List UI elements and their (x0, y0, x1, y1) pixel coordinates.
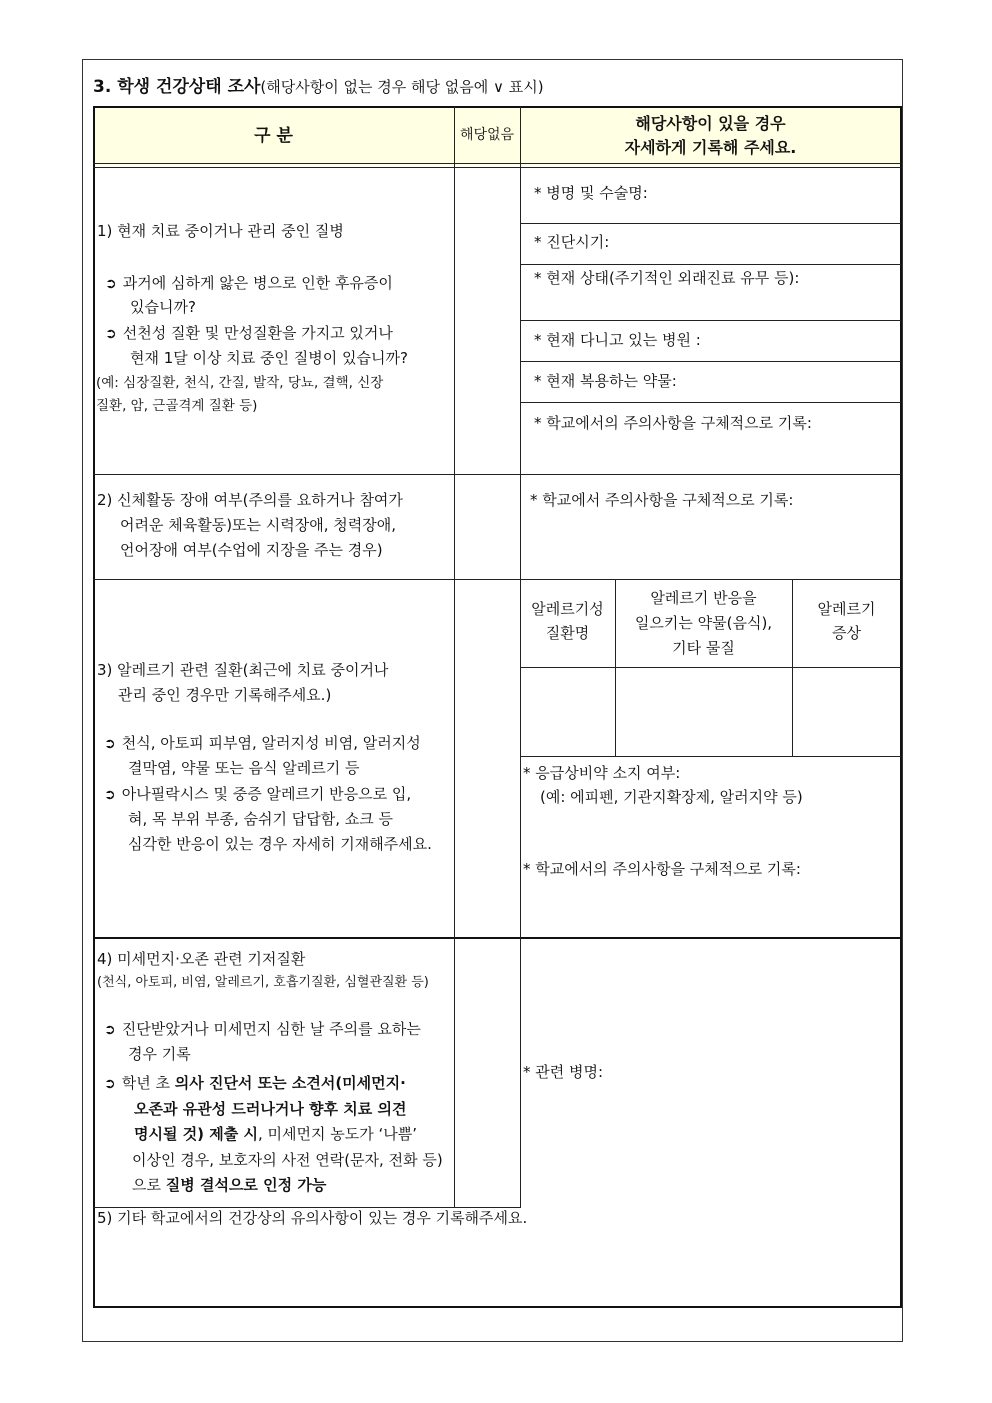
row4-bullet2-line5 (132, 1176, 326, 1195)
field-current-hospital[interactable]: * 현재 다니고 있는 병원 : (534, 331, 701, 349)
row4-bullet2-line3 (134, 1125, 417, 1144)
row3-bullet1-line2: 결막염, 약물 또는 음식 알레르기 등 (128, 759, 360, 777)
row3-bullet2-line2: 혀, 목 부위 부종, 숨쉬기 답답함, 쇼크 등 (128, 810, 394, 828)
row4-bullet2-bold1: 의사 진단서 또는 소견서(미세먼지· (174, 1074, 406, 1092)
allergy-col2-line3: 기타 물질 (672, 639, 735, 657)
row4-bullet2-after3: , 미세먼지 농도가 ‘나쁨’ (257, 1125, 417, 1143)
arrow-bullet-icon: ➲ (104, 1022, 116, 1038)
row1-field-line-5 (520, 402, 901, 403)
allergy-col3-line1: 알레르기 (817, 600, 876, 618)
row3-line2: 관리 중인 경우만 기록해주세요.) (118, 686, 332, 704)
arrow-bullet-icon: ➲ (104, 787, 116, 803)
field-school-caution-3[interactable]: * 학교에서의 주의사항을 구체적으로 기록: (523, 860, 801, 878)
allergy-body-line (520, 756, 901, 757)
header-details-line2: 자세하게 기록해 주세요. (624, 138, 797, 157)
row1-bottom-line (93, 474, 901, 475)
allergy-col2-line1: 알레르기 반응을 (650, 589, 757, 607)
row3-line1: 3) 알레르기 관련 질환(최근에 치료 중이거나 (97, 661, 389, 679)
row4-subtitle: (천식, 아토피, 비염, 알레르기, 호흡기질환, 심혈관질환 등) (97, 975, 429, 990)
allergy-disease-input[interactable] (521, 668, 614, 755)
allergy-col1-line2: 질환명 (545, 624, 590, 642)
arrow-bullet-icon: ➲ (105, 276, 117, 292)
row1-bullet1 (105, 274, 393, 294)
header-divider-2 (93, 167, 901, 168)
row2-line3: 언어장애 여부(수업에 지장을 주는 경우) (120, 541, 383, 559)
field-current-status[interactable]: * 현재 상태(주기적인 외래진료 유무 등): (534, 269, 800, 287)
field-school-caution-2[interactable]: * 학교에서 주의사항을 구체적으로 기록: (530, 491, 794, 509)
row1-field-line-4 (520, 361, 901, 362)
col-divider-1 (454, 106, 455, 938)
arrow-bullet-icon: ➲ (104, 1076, 116, 1092)
section-title-note: (해당사항이 없는 경우 해당 없음에 ∨ 표시) (260, 78, 544, 96)
row3-bullet1 (104, 734, 421, 754)
row3-bullet1-line1: 천식, 아토피 피부염, 알러지성 비염, 알러지성 (121, 734, 421, 752)
row1-bullet1-line1: 과거에 심하게 앓은 병으로 인한 후유증이 (122, 274, 393, 292)
row1-field-line-2 (520, 264, 901, 265)
row4-title: 4) 미세먼지·오존 관련 기저질환 (97, 950, 306, 968)
allergy-symptom-input[interactable] (793, 668, 900, 755)
row1-title: 1) 현재 치료 중이거나 관리 중인 질병 (97, 222, 344, 240)
row4-bullet2-line5-pre: 으로 (132, 1176, 166, 1194)
row1-field-line-3 (520, 320, 901, 321)
header-details-line1: 해당사항이 있을 경우 (635, 114, 786, 133)
field-emergency-medicine[interactable]: * 응급상비약 소지 여부: (523, 764, 681, 782)
header-divider-1 (93, 163, 901, 164)
field-disease-surgery[interactable]: * 병명 및 수술명: (534, 184, 648, 202)
row1-example-line1: (예: 심장질환, 천식, 간질, 발작, 당뇨, 결핵, 신장 (96, 375, 384, 391)
arrow-bullet-icon: ➲ (105, 326, 117, 342)
col-divider-2-row4 (520, 938, 521, 1208)
col-divider-2 (520, 106, 521, 938)
row4-bullet2-line5-bold: 질병 결석으로 인정 가능 (165, 1176, 327, 1194)
row3-bottom-line (93, 937, 901, 939)
field-emergency-example: (예: 에피펜, 기관지확장제, 알러지약 등) (540, 788, 803, 806)
row1-field-line-1 (520, 223, 901, 224)
section-title (93, 72, 544, 97)
row4-bullet2-pre: 학년 초 (121, 1074, 175, 1092)
row4-bullet2-bold3: 명시될 것) 제출 시 (134, 1125, 258, 1143)
row1-bullet2-line2: 현재 1달 이상 치료 중인 질병이 있습니까? (130, 349, 408, 367)
row3-bullet2-line3: 심각한 반응이 있는 경우 자세히 기재해주세요. (128, 835, 432, 853)
arrow-bullet-icon: ➲ (104, 736, 116, 752)
field-school-caution-1[interactable]: * 학교에서의 주의사항을 구체적으로 기록: (534, 414, 812, 432)
row5-text: 5) 기타 학교에서의 건강상의 유의사항이 있는 경우 기록해주세요. (97, 1209, 528, 1227)
row4-bullet2-bold2: 오존과 유관성 드러나거나 향후 치료 의견 (134, 1100, 407, 1118)
row2-bottom-line (93, 579, 901, 580)
field-diagnosis-date[interactable]: * 진단시기: (534, 233, 610, 251)
row3-bullet2 (104, 785, 411, 805)
allergy-col1-line1: 알레르기성 (531, 600, 604, 618)
allergy-substance-input[interactable] (616, 668, 791, 755)
row4-bullet2 (104, 1074, 406, 1094)
row4-bullet1-line2: 경우 기록 (128, 1045, 191, 1063)
allergy-col2-line2: 일으키는 약물(음식), (634, 614, 773, 632)
row3-bullet2-line1: 아나필락시스 및 중증 알레르기 반응으로 입, (121, 785, 412, 803)
row1-bullet2-line1: 선천성 질환 및 만성질환을 가지고 있거나 (122, 324, 393, 342)
row4-bottom-line (93, 1207, 520, 1208)
field-related-disease[interactable]: * 관련 병명: (523, 1063, 604, 1081)
header-not-applicable: 해당없음 (459, 127, 515, 143)
row4-bullet1 (104, 1020, 421, 1040)
col-divider-1-row4 (454, 938, 455, 1208)
row1-bullet1-line2: 있습니까? (130, 298, 196, 316)
header-category: 구 분 (254, 126, 293, 146)
field-current-medication[interactable]: * 현재 복용하는 약물: (534, 372, 677, 390)
row1-bullet2 (105, 324, 393, 344)
row2-line2: 어려운 체육활동)또는 시력장애, 청력장애, (120, 516, 397, 534)
allergy-col3-line2: 증상 (832, 624, 861, 642)
row5-input-area[interactable] (95, 1234, 900, 1306)
row1-example-line2: 질환, 암, 근골격계 질환 등) (96, 398, 258, 414)
row4-bullet2-line4: 이상인 경우, 보호자의 사전 연락(문자, 전화 등) (132, 1151, 443, 1169)
row2-line1: 2) 신체활동 장애 여부(주의를 요하거나 참여가 (97, 491, 403, 509)
section-title-bold: 3. 학생 건강상태 조사 (93, 77, 261, 97)
row4-bullet1-line1: 진단받았거나 미세먼지 심한 날 주의를 요하는 (121, 1020, 421, 1038)
